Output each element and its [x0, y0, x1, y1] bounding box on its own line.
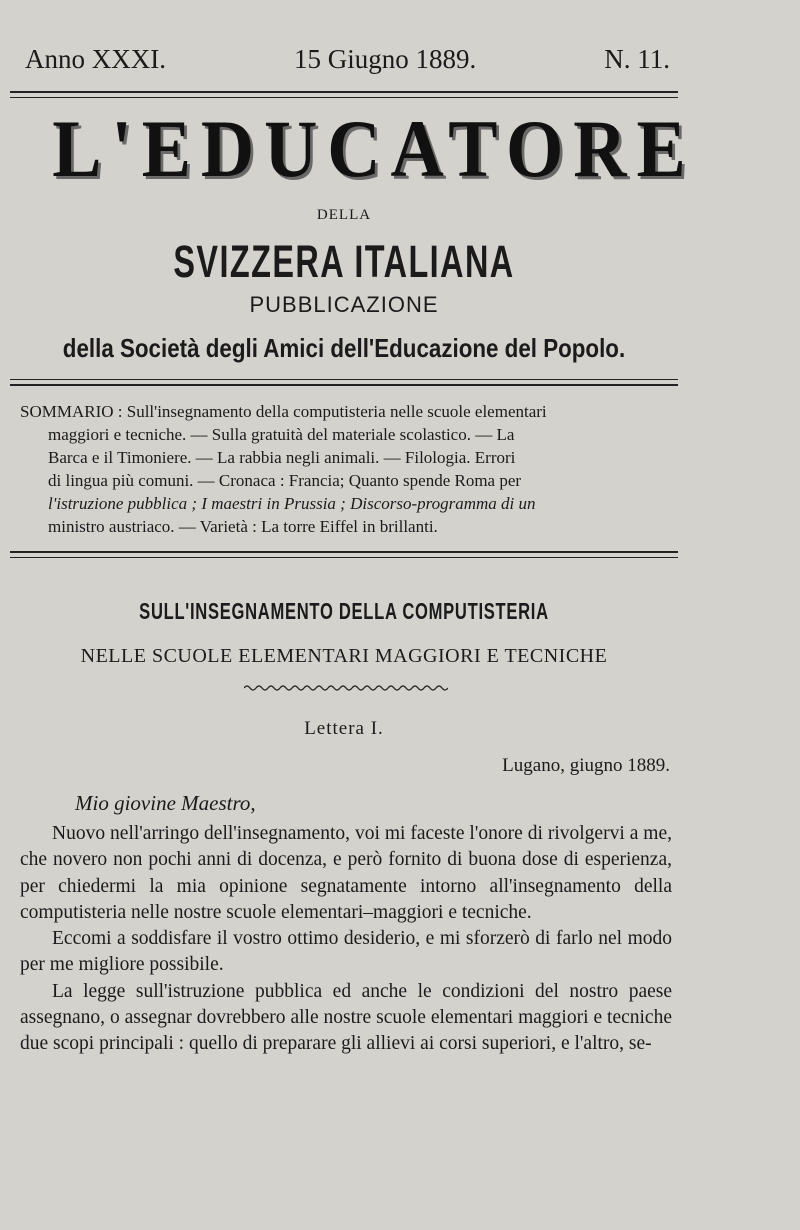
masthead-della: DELLA: [316, 207, 372, 223]
summary-rule-top-thick: [10, 384, 678, 386]
summary-rule-bottom: [10, 551, 678, 553]
summary-rule-top: [10, 379, 678, 380]
article-title: SULL'INSEGNAMENTO DELLA COMPUTISTERIA: [139, 598, 549, 624]
summary-block: [20, 400, 672, 538]
summary-line: di lingua più comuni. — Cronaca : Francia; Quanto spende Roma per: [48, 471, 522, 490]
letter-heading: Lettera I.: [304, 718, 384, 739]
summary-label: SOMMARIO :: [20, 402, 123, 421]
paragraph: Eccomi a soddisfare il vostro ottimo desiderio, e mi sforzerò di farlo nel modo per me migliore possibile.: [20, 928, 672, 976]
year-label: Anno XXXI.: [25, 44, 166, 74]
header-rule-thin: [10, 97, 678, 98]
masthead-subtitle: SVIZZERA ITALIANA: [173, 236, 515, 287]
letter-place-date: Lugano, giugno 1889.: [502, 755, 670, 776]
article-body: [20, 821, 672, 1058]
issue-number: N. 11.: [604, 44, 670, 74]
paragraph: La legge sull'istruzione pubblica ed anche le condizioni del nostro paese assegnano, o assegnar dovrebbero alle nostre scuole elementari maggiori e tecniche due scopi principali : quello di preparare gli allievi ai corsi superiori, e l'altro, se-: [20, 980, 672, 1055]
summary-rule-bottom-thin: [10, 557, 678, 558]
masthead-publication: PUBBLICAZIONE: [249, 292, 439, 317]
summary-line: ministro austriaco. — Varietà : La torre Eiffel in brillanti.: [48, 517, 438, 536]
summary-line: maggiori e tecniche. — Sulla gratuità del materiale scolastico. — La: [48, 425, 515, 444]
paragraph: Nuovo nell'arringo dell'insegnamento, voi mi faceste l'onore di rivolgervi a me, che novero non pochi anni di docenza, e però fornito di buona dose di esperienza, per chiedermi la mia opinione segnatamente intorno all'insegnamento della computisteria nelle nostre scuole elementari–maggiori e tecniche.: [20, 823, 672, 923]
wavy-divider: [244, 683, 448, 693]
summary-line: l'istruzione pubblica ; I maestri in Prussia ; Discorso-programma di un: [48, 494, 536, 513]
issue-date: 15 Giugno 1889.: [294, 44, 477, 74]
masthead-society: della Società degli Amici dell'Educazione del Popolo.: [62, 333, 626, 363]
article-subtitle: NELLE SCUOLE ELEMENTARI MAGGIORI E TECNICHE: [80, 645, 608, 667]
summary-line: Barca e il Timoniere. — La rabbia negli animali. — Filologia. Errori: [48, 448, 516, 467]
header-rule: [10, 91, 678, 93]
masthead-title: L'EDUCATORE: [52, 103, 696, 194]
letter-salutation: Mio giovine Maestro,: [75, 791, 256, 815]
issue-header: [25, 44, 670, 75]
summary-line: SOMMARIO : Sull'insegnamento della computisteria nelle scuole elementari: [20, 402, 547, 421]
